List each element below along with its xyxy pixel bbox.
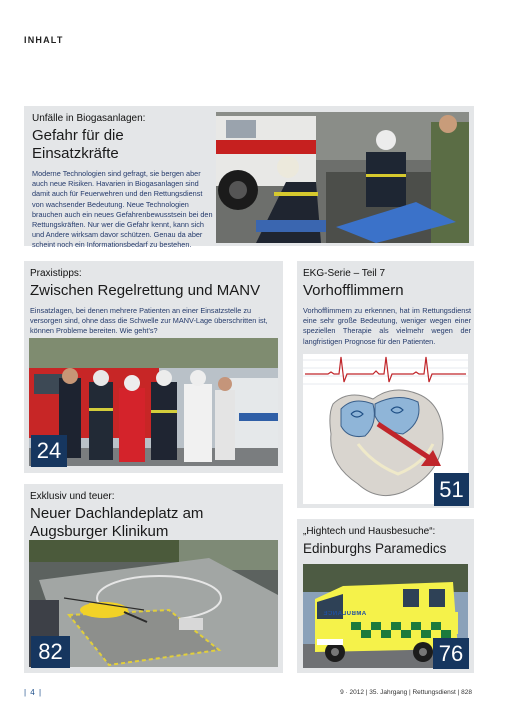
page-number-badge[interactable]: 51 (434, 473, 469, 506)
article-title: Vorhofflimmern (303, 282, 404, 299)
article-teaser: Einsatzlagen, bei denen mehrere Patienten an einer Einsatzstelle zu versorgen sind, ohne dass die Schwelle zur MANV-Lage überschritten ist, können Probleme bereiten. Wie geht's? (30, 306, 268, 336)
article-teaser: Vorhofflimmern zu erkennen, hat im Rettungsdienst eine sehr große Bedeutung, weniger wegen einer speziellen Therapie als vielmehr wegen der langfristigen Prognose für den Patienten. (303, 306, 471, 346)
article-title: Zwischen Regelrettung und MANV (30, 282, 261, 299)
footer-page-number: | 4 | (24, 688, 43, 697)
article-kicker: EKG-Serie – Teil 7 (303, 268, 386, 279)
article-kicker: Unfälle in Biogasanlagen: (32, 113, 146, 124)
article-edinburgh[interactable] (297, 519, 474, 673)
page-number-badge[interactable]: 76 (433, 638, 469, 669)
article-kicker: „Hightech und Hausbesuche“: (303, 526, 436, 537)
section-label: INHALT (24, 35, 64, 45)
article-kicker: Praxistipps: (30, 268, 82, 279)
article-title: Neuer Dachlandeplatz am Augsburger Klinikum (30, 505, 204, 540)
article-teaser: Moderne Technologien sind gefragt, sie bergen aber auch neue Risiken. Havarien in Biogasanlagen sind damit auch für Feuerwehren und den Rettungsdienst von wachsender Bedeutung. Neue Technologien brauchen auch ein neues Gefahrenbewusstsein bei den Rettungskräften. Nur wer die Gefahr kennt, kann sich und Andere wirksam davor schützen. Genau da aber scheint noch ein Informationsbedarf zu bestehen. (32, 169, 213, 250)
firefighters-illustration (216, 112, 469, 243)
article-dachlandeplatz[interactable] (24, 484, 283, 673)
article-manv[interactable] (24, 261, 283, 473)
article-ekg[interactable] (297, 261, 474, 508)
ambulance-lettering: AMBULANCE (323, 611, 367, 617)
footer-issue-info: 9 · 2012 | 35. Jahrgang | Rettungsdienst | 828 (340, 689, 472, 696)
article-kicker: Exklusiv und teuer: (30, 491, 115, 502)
article-biogas[interactable] (24, 106, 474, 250)
firefighters-photo (216, 112, 469, 243)
article-title: Edinburghs Paramedics (303, 541, 447, 556)
article-title: Gefahr für die Einsatzkräfte (32, 127, 124, 162)
page-number-badge[interactable]: 82 (31, 636, 70, 668)
page-number-badge[interactable]: 24 (31, 435, 67, 467)
